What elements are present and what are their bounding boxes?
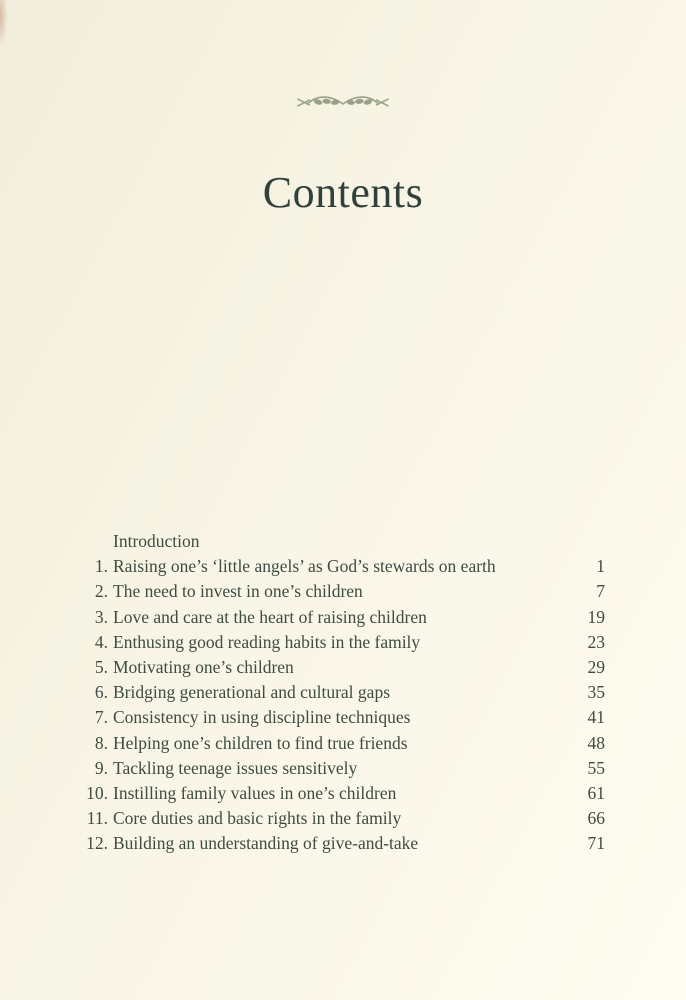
toc-entry-number: 1. xyxy=(94,556,108,577)
toc-row xyxy=(78,605,605,630)
toc-row-introduction xyxy=(78,529,605,554)
toc-entry-page: 1 xyxy=(596,556,605,577)
toc-entry-number: 6. xyxy=(94,682,108,703)
page-title: Contents xyxy=(262,168,424,217)
toc-entry-title: Enthusing good reading habits in the family xyxy=(113,631,421,652)
toc-entry-page: 55 xyxy=(587,757,605,778)
toc-entry-page: 48 xyxy=(587,732,605,753)
toc-entry-title: Love and care at the heart of raising children xyxy=(113,606,427,627)
toc-entry-number: 5. xyxy=(94,657,108,678)
toc-entry-number: 11. xyxy=(86,808,108,829)
toc-entry-number: 2. xyxy=(94,581,108,602)
toc-entry-title: Building an understanding of give-and-take xyxy=(113,833,419,854)
toc-entry-page: 66 xyxy=(587,808,605,829)
toc-row xyxy=(78,554,605,579)
toc-intro-label: Introduction xyxy=(113,531,200,551)
toc-entry-number: 4. xyxy=(94,631,108,652)
toc-row xyxy=(78,731,605,756)
toc-row xyxy=(78,831,605,856)
toc-entry-title: Motivating one’s children xyxy=(113,657,294,678)
toc-entry-page: 7 xyxy=(596,581,605,602)
toc-row xyxy=(78,680,605,705)
toc-entry-title: The need to invest in one’s children xyxy=(113,581,363,602)
toc-row xyxy=(78,756,605,781)
toc-entry-page: 61 xyxy=(587,783,605,804)
toc-entry-page: 41 xyxy=(587,707,605,728)
toc-row xyxy=(78,806,605,831)
toc-entry-page: 71 xyxy=(587,833,605,854)
toc-entry-number: 9. xyxy=(94,757,108,778)
toc-entry-page: 35 xyxy=(587,682,605,703)
toc-entry-page: 29 xyxy=(587,657,605,678)
toc-row xyxy=(78,655,605,680)
toc-entry-number: 12. xyxy=(86,833,108,854)
toc-entry-page: 19 xyxy=(587,606,605,627)
vine-divider-icon xyxy=(295,89,391,115)
toc-entry-number: 8. xyxy=(94,732,108,753)
toc-row xyxy=(78,630,605,655)
toc-entry-number: 10. xyxy=(86,783,108,804)
toc-entry-page: 23 xyxy=(587,631,605,652)
toc-row xyxy=(78,579,605,604)
toc-entry-title: Helping one’s children to find true friends xyxy=(113,732,408,753)
toc-entry-number: 3. xyxy=(94,606,108,627)
toc-entry-title: Consistency in using discipline techniques xyxy=(113,707,411,728)
toc-row xyxy=(78,705,605,730)
toc-list xyxy=(78,529,605,857)
toc-entry-title: Raising one’s ‘little angels’ as God’s stewards on earth xyxy=(113,556,496,577)
toc-entry-title: Core duties and basic rights in the family xyxy=(113,808,402,829)
toc-row xyxy=(78,781,605,806)
toc-entry-title: Tackling teenage issues sensitively xyxy=(113,757,358,778)
toc-entry-number: 7. xyxy=(94,707,108,728)
toc-entry-title: Bridging generational and cultural gaps xyxy=(113,682,391,703)
toc-entry-title: Instilling family values in one’s children xyxy=(113,783,397,804)
scan-edge-artifact xyxy=(0,0,14,80)
